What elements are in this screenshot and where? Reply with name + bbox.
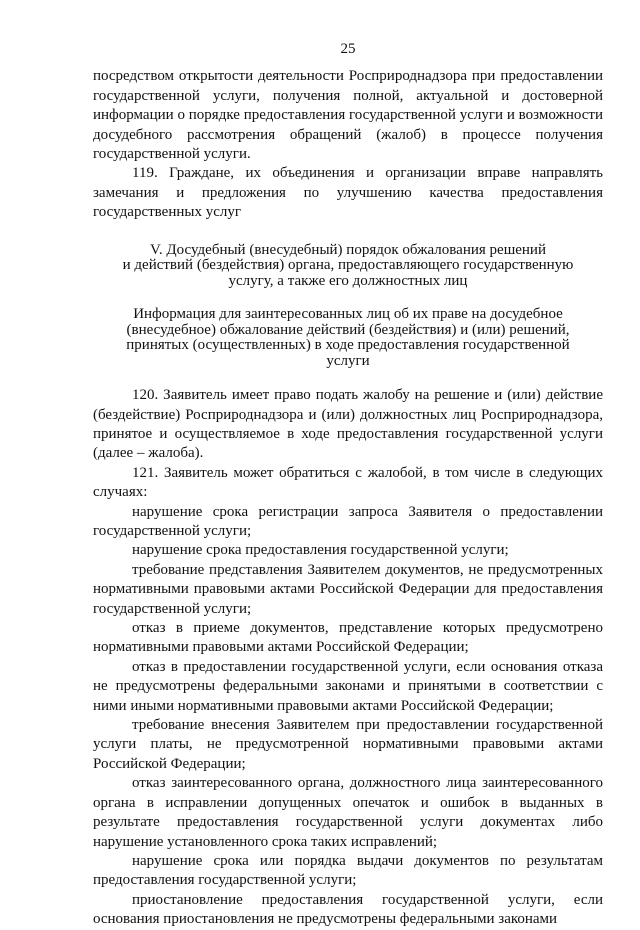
sub-heading [93, 307, 603, 369]
paragraph-119: 119. Граждане, их объединения и организации вправе направлять замечания и предложения по улучшению качества предоставления государственных услуг [93, 165, 603, 221]
list-item: нарушение срока предоставления государственной услуги; [132, 542, 509, 559]
list-item: отказ заинтересованного органа, должностного лица заинтересованного органа в исправлении допущенных опечаток и ошибок в выданных в результате предоставления государственной услуги документах либо нарушение установленного срока таких исправлений; [93, 775, 603, 850]
list-item: требование внесения Заявителем при предоставлении государственной услуги платы, не предусмотренной нормативными правовыми актами Российской Федерации; [93, 717, 603, 772]
section-heading [93, 243, 603, 290]
section-heading-line: V. Досудебный (внесудебный) порядок обжалования решений [150, 241, 546, 258]
paragraph-121: 121. Заявитель может обратиться с жалобой, в том числе в следующих случаях: [93, 464, 603, 501]
sub-heading-line: Информация для заинтересованных лиц об их праве на досудебное [133, 306, 563, 323]
list-item: отказ в приеме документов, представление которых предусмотрено нормативными правовыми актами Российской Федерации; [93, 620, 603, 656]
list-item: нарушение срока или порядка выдачи документов по результатам предоставления государственной услуги; [93, 852, 603, 889]
section-heading-line: и действий (бездействия) органа, предоставляющего государственную [122, 257, 574, 274]
sub-heading-line: (внесудебное) обжалование действий (бездействия) и (или) решений, [126, 321, 570, 338]
list-item: приостановление предоставления государственной услуги, если основания приостановления не предусмотрены федеральными законами [93, 891, 603, 928]
list-item: отказ в предоставлении государственной услуги, если основания отказа не предусмотрены федеральными законами и принятыми в соответствии с ними иными нормативными правовыми актами Российской Федерации; [93, 658, 603, 714]
paragraph-120: 120. Заявитель имеет право подать жалобу на решение и (или) действие (бездействие) Росприроднадзора и (или) должностных лиц Росприроднадзора, принятое и осуществляемое в ходе предоставления государственной услуги (далее – жалоба). [93, 387, 603, 462]
list-item: нарушение срока регистрации запроса Заявителя о предоставлении государственной услуги; [93, 503, 603, 539]
sub-heading-line: услуги [326, 352, 370, 369]
sub-heading-line: принятых (осуществленных) в ходе предоставления государственной [126, 337, 570, 354]
paragraph-continuation: посредством открытости деятельности Росприроднадзора при предоставлении государственной услуги, получения полной, актуальной и достоверной информации о порядке предоставления государственной услуги и возможности досудебного рассмотрения обращений (жалоб) в процессе получения государственной услуги. [93, 68, 603, 163]
list-item: требование представления Заявителем документов, не предусмотренных нормативными правовыми актами Российской Федерации для предоставления государственной услуги; [93, 561, 603, 617]
section-heading-line: услугу, а также его должностных лиц [228, 272, 468, 289]
page-number: 25 [340, 41, 356, 57]
